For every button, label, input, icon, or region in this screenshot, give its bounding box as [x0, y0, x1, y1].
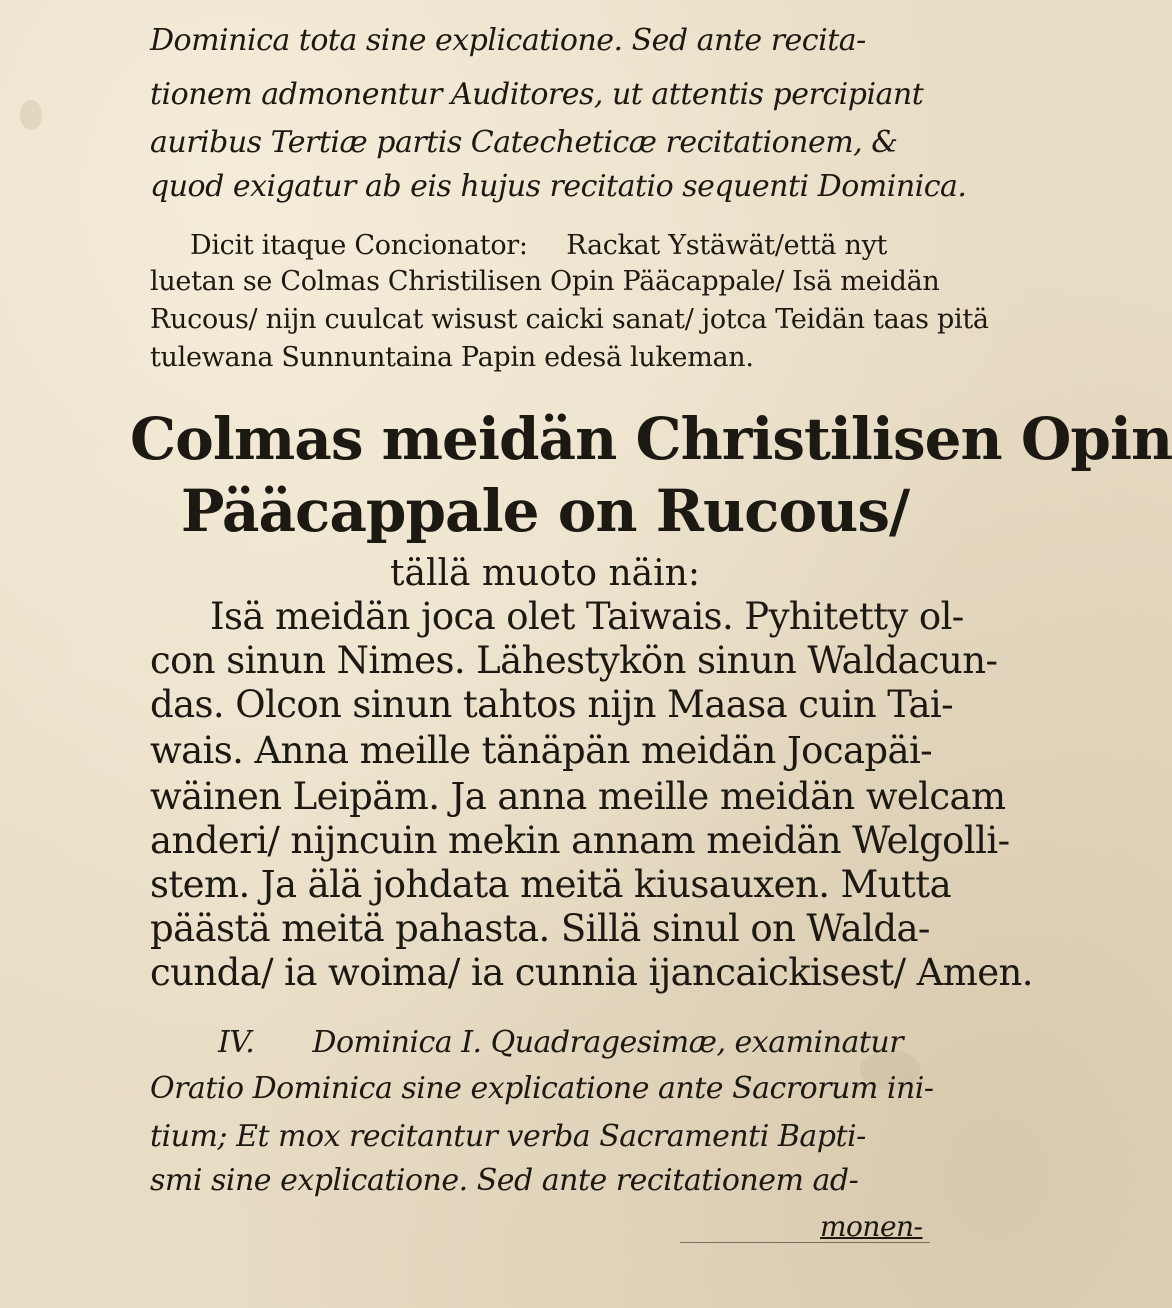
section-number: IV. — [218, 1025, 255, 1060]
dicit-label: Dicit itaque Concionator: — [190, 230, 528, 261]
prayer-line-2: con sinun Nimes. Lähestykön sinun Waldacun- — [150, 639, 998, 682]
section-line-1-text: Dominica I. Quadragesimæ, examinatur — [312, 1025, 904, 1060]
intro-line-3: auribus Tertiæ partis Catecheticæ recitationem, & — [150, 125, 898, 160]
paper-stain — [20, 100, 42, 130]
prayer-line-9: cunda/ ia woima/ ia cunnia ijancaickisest/ Amen. — [150, 951, 1033, 994]
prayer-line-7: stem. Ja älä johdata meitä kiusauxen. Mutta — [150, 863, 952, 906]
catchword: monen- — [820, 1210, 923, 1243]
prayer-line-8: päästä meitä pahasta. Sillä sinul on Walda- — [150, 907, 930, 950]
intro-line-2: tionem admonentur Auditores, ut attentis percipiant — [150, 77, 924, 112]
section-line-1 — [218, 1025, 940, 1060]
dicit-line-3: Rucous/ nijn cuulcat wisust caicki sanat/ jotca Teidän taas pitä — [150, 304, 989, 335]
section-line-3: tium; Et mox recitantur verba Sacramenti Bapti- — [150, 1119, 866, 1154]
bottom-rule — [680, 1242, 930, 1243]
intro-line-4: quod exigatur ab eis hujus recitatio sequenti Dominica. — [150, 169, 967, 204]
prayer-line-5: wäinen Leipäm. Ja anna meille meidän welcam — [150, 775, 1006, 818]
dicit-line-2: luetan se Colmas Christilisen Opin Pääcappale/ Isä meidän — [150, 266, 940, 297]
dicit-finnish-start: Rackat Ystäwät/että nyt — [566, 230, 888, 261]
intro-line-1: Dominica tota sine explicatione. Sed ante recita- — [150, 23, 866, 58]
prayer-line-3: das. Olcon sinun tahtos nijn Maasa cuin Tai- — [150, 683, 954, 726]
section-line-4: smi sine explicatione. Sed ante recitationem ad- — [150, 1163, 859, 1198]
prayer-line-4: wais. Anna meille tänäpän meidän Jocapäi- — [150, 729, 933, 772]
heading-line-1: Colmas meidän Christilisen Opin — [130, 405, 1172, 473]
dicit-line-1 — [190, 232, 940, 259]
prayer-line-1: Isä meidän joca olet Taiwais. Pyhitetty ol- — [210, 595, 964, 638]
heading-line-2: Pääcappale on Rucous/ — [180, 477, 910, 545]
dicit-line-4: tulewana Sunnuntaina Papin edesä lukeman. — [150, 342, 754, 373]
subheading: tällä muoto näin: — [390, 553, 700, 594]
prayer-line-6: anderi/ nijncuin mekin annam meidän Welgolli- — [150, 819, 1010, 862]
section-line-2: Oratio Dominica sine explicatione ante Sacrorum ini- — [150, 1071, 934, 1106]
